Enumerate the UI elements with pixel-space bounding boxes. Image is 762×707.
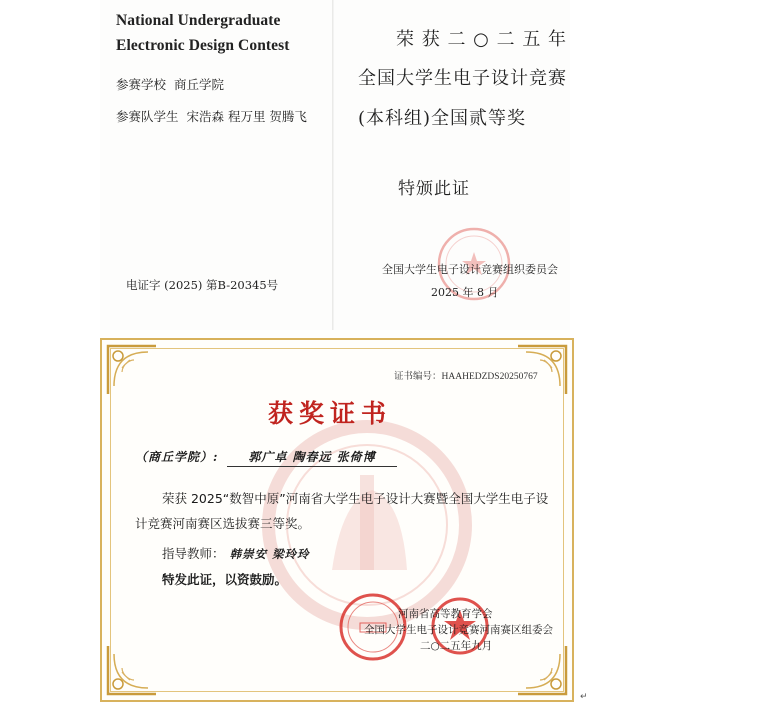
award-line2: 全国大学生电子设计竞赛 [358, 68, 567, 89]
team-label: 参赛队学生 [116, 109, 179, 124]
school-row [116, 75, 224, 93]
school-name: 商丘学院 [173, 77, 224, 92]
corner-ornament-top-left [104, 342, 160, 398]
conferral-text: 特颁此证 [398, 179, 470, 199]
corner-ornament-bottom-left [104, 642, 160, 698]
student-names: 郭广卓 陶春远 张倚博 [227, 448, 397, 467]
certificate-title: 获奖证书 [268, 399, 393, 428]
team-row [116, 107, 307, 125]
issue-date: 二○二五年九月 [420, 640, 493, 652]
issuer: 全国大学生电子设计竞赛组织委员会 [382, 263, 558, 276]
advisor-names: 韩崇安 梁玲玲 [229, 547, 310, 561]
cert-number-row [394, 368, 538, 382]
title-en-line1: National Undergraduate [116, 12, 281, 29]
advisor-label: 指导教师： [162, 546, 225, 561]
advisor-row [162, 543, 310, 562]
closing-text: 特发此证，以资鼓励。 [162, 572, 288, 587]
school-name: （商丘学院）: [135, 450, 219, 464]
award-body-line2: 计竞赛河南赛区选拔赛三等奖。 [135, 516, 311, 531]
cert-number: HAAHEDZDS20250767 [441, 372, 538, 382]
paragraph-return-icon: ↵ [580, 692, 588, 702]
corner-ornament-bottom-right [514, 642, 570, 698]
award-body-line1: 荣获 2025“数智中原”河南省大学生电子设计大赛暨全国大学生电子设 [162, 491, 549, 506]
team-members: 宋浩森 程万里 贺腾飞 [186, 109, 307, 124]
cert-number-label: 证书编号： [394, 372, 442, 382]
issuer-line1: 河南省高等教育学会 [398, 608, 493, 620]
issue-date: 2025 年 8 月 [431, 286, 499, 299]
title-en-line2: Electronic Design Contest [116, 37, 290, 54]
provincial-certificate [100, 338, 574, 702]
page-fold [332, 0, 334, 330]
cert-number: 电证字 (2025) 第B-20345号 [126, 278, 279, 292]
award-line3: (本科组)全国贰等奖 [358, 108, 527, 129]
award-line1: 荣 获 二 ○ 二 五 年 [396, 29, 568, 50]
national-certificate [100, 0, 570, 330]
issuer-line2: 全国大学生电子设计竞赛河南赛区组委会 [364, 624, 553, 636]
school-label: 参赛学校 [116, 77, 167, 92]
